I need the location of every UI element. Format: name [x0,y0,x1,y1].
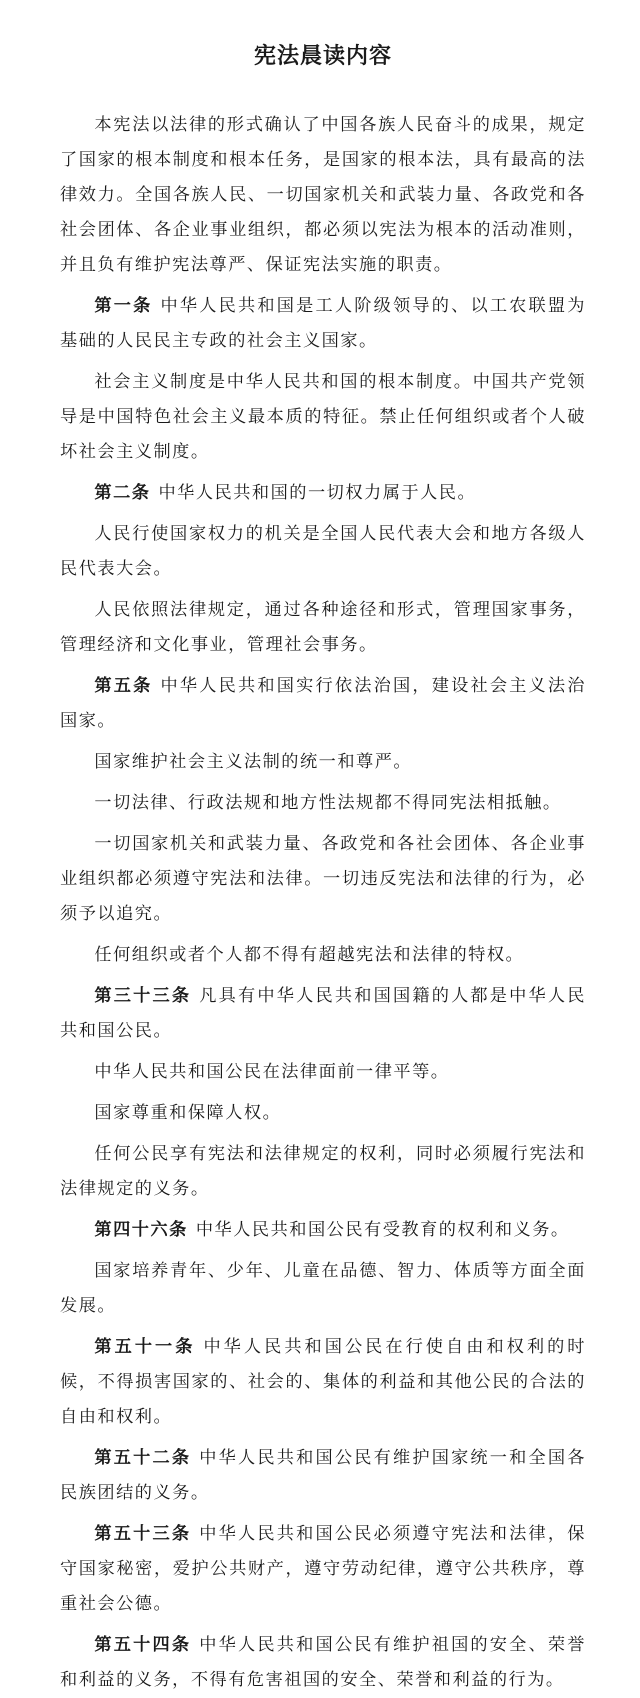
article-paragraph [60,289,586,359]
paragraph-text: 任何组织或者个人都不得有超越宪法和法律的特权。 [94,945,525,965]
paragraph-text: 中华人民共和国是工人阶级领导的、以工农联盟为基础的人民民主专政的社会主义国家。 [60,296,586,351]
paragraph-text: 中华人民共和国的一切权力属于人民。 [158,483,477,503]
article-paragraph [60,1628,586,1698]
paragraph-text: 一切法律、行政法规和地方性法规都不得同宪法相抵触。 [94,793,562,813]
article-paragraph [60,476,586,511]
text-paragraph [60,827,586,932]
text-paragraph [60,1137,586,1207]
paragraph-text: 中华人民共和国实行依法治国，建设社会主义法治国家。 [60,676,586,731]
paragraph-text: 国家维护社会主义法制的统一和尊严。 [94,752,413,772]
text-paragraph [60,1096,586,1131]
text-paragraph [60,365,586,470]
paragraph-text: 中华人民共和国公民必须遵守宪法和法律，保守国家秘密，爱护公共财产，遵守劳动纪律，遵守公共秩序，尊重社会公德。 [60,1524,586,1614]
article-paragraph [60,669,586,739]
paragraph-text: 一切国家机关和武装力量、各政党和各社会团体、各企业事业组织都必须遵守宪法和法律。一切违反宪法和法律的行为，必须予以追究。 [60,834,586,924]
text-paragraph [60,1254,586,1324]
article-number: 第四十六条 [94,1220,188,1240]
paragraph-text: 人民依照法律规定，通过各种途径和形式，管理国家事务，管理经济和文化事业，管理社会事务。 [60,600,586,655]
article-number: 第五条 [94,676,153,696]
paragraph-text: 人民行使国家权力的机关是全国人民代表大会和地方各级人民代表大会。 [60,524,586,579]
article-paragraph [60,1517,586,1622]
paragraph-text: 中华人民共和国公民在法律面前一律平等。 [94,1062,450,1082]
text-paragraph [60,786,586,821]
article-paragraph [60,1213,586,1248]
text-paragraph [60,745,586,780]
text-paragraph [60,517,586,587]
paragraph-text: 本宪法以法律的形式确认了中国各族人民奋斗的成果，规定了国家的根本制度和根本任务，是国家的根本法，具有最高的法律效力。全国各族人民、一切国家机关和武装力量、各政党和各社会团体、各企业事业组织，都必须以宪法为根本的活动准则，并且负有维护宪法尊严、保证宪法实施的职责。 [60,115,586,275]
document-body [60,108,586,1698]
paragraph-text: 国家培养青年、少年、儿童在品德、智力、体质等方面全面发展。 [60,1261,586,1316]
paragraph-text: 任何公民享有宪法和法律规定的权利，同时必须履行宪法和法律规定的义务。 [60,1144,586,1199]
paragraph-text: 中华人民共和国公民有受教育的权利和义务。 [195,1220,570,1240]
article-number: 第一条 [94,296,153,316]
article-number: 第五十二条 [94,1448,192,1468]
article-number: 第五十一条 [94,1337,196,1357]
article-paragraph [60,1441,586,1511]
document-title: 宪法晨读内容 [253,43,392,69]
paragraph-text: 中华人民共和国公民有维护国家统一和全国各民族团结的义务。 [60,1448,586,1503]
text-paragraph [60,938,586,973]
text-paragraph [60,108,586,283]
paragraph-text: 国家尊重和保障人权。 [94,1103,282,1123]
paragraph-text: 社会主义制度是中华人民共和国的根本制度。中国共产党领导是中国特色社会主义最本质的特征。禁止任何组织或者个人破坏社会主义制度。 [60,372,586,462]
article-number: 第三十三条 [94,986,192,1006]
article-paragraph [60,1330,586,1435]
article-number: 第二条 [94,483,151,503]
text-paragraph [60,1055,586,1090]
text-paragraph [60,593,586,663]
paragraph-text: 中华人民共和国公民有维护祖国的安全、荣誉和利益的义务，不得有危害祖国的安全、荣誉和利益的行为。 [60,1635,586,1690]
paragraph-text: 凡具有中华人民共和国国籍的人都是中华人民共和国公民。 [60,986,586,1041]
paragraph-text: 中华人民共和国公民在行使自由和权利的时候，不得损害国家的、社会的、集体的利益和其他公民的合法的自由和权利。 [60,1337,586,1427]
article-number: 第五十四条 [94,1635,192,1655]
article-number: 第五十三条 [94,1524,192,1544]
article-paragraph [60,979,586,1049]
